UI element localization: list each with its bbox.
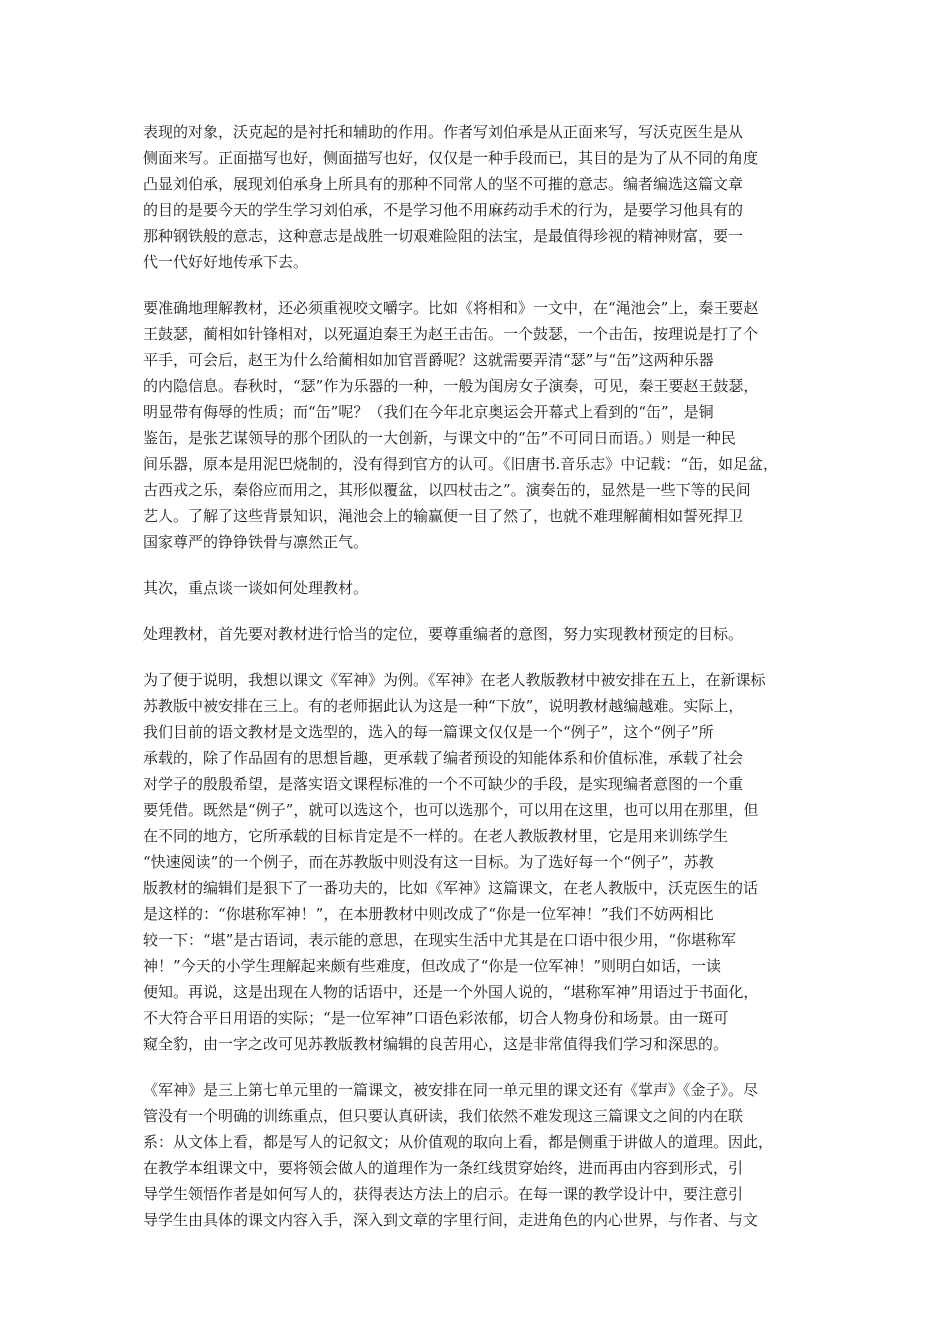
paragraph-next-topic: 其次，重点谈一谈如何处理教材。 <box>143 579 369 597</box>
paragraph-wording: 要准确地理解教材，还必须重视咬文嚼字。比如《将相和》一文中，在“渑池会”上，秦王要赵 王鼓瑟，蔺相如针锋相对，以死逼迫秦王为赵王击缶。一个鼓瑟，一个击缶，按理说是打了个 平手，可会后，赵王为什么给蔺相如加官晋爵呢？这就需要弄清“瑟”与“缶”这两种乐器 的内隐信息。春秋时，“瑟”作为乐器的一种，一般为闺房女子演奏，可见，秦王要赵王鼓瑟， 明显带有侮辱的性质；而“缶”呢？（我们在今年北京奥运会开幕式上看到的“缶”，是铜 鉴缶，是张艺谋领导的那个团队的一大创新，与课文中的“缶”不可同日而语。）则是一种民 间乐器，原本是用泥巴烧制的，没有得到官方的认可。《旧唐书.音乐志》中记载：“缶，如足盆， 古西戎之乐，秦俗应而用之，其形似覆盆，以四杖击之”。演奏缶的，显然是一些下等的民间 艺人。了解了这些背景知识，渑池会上的输赢便一目了然了，也就不难理解蔺相如誓死捍卫 国家尊严的铮铮铁骨与凛然正气。 <box>143 299 778 551</box>
paragraph-analysis: 表现的对象，沃克起的是衬托和辅助的作用。作者写刘伯承是从正面来写，写沃克医生是从 侧面来写。正面描写也好，侧面描写也好，仅仅是一种手段而已，其目的是为了从不同的角度 凸显刘伯承，展现刘伯承身上所具有的那种不同常人的坚不可摧的意志。编者编选这篇文章 的目的是要今天的学生学习刘伯承，不是学习他不用麻药动手术的行为，是要学习他具有的 那种钢铁般的意志，这种意志是战胜一切艰难险阻的法宝，是最值得珍视的精神财富，要一 代一代好好地传承下去。 <box>143 123 759 271</box>
paragraph-positioning: 处理教材，首先要对教材进行恰当的定位，要尊重编者的意图，努力实现教材预定的目标。 <box>143 625 744 643</box>
paragraph-unit: 《军神》是三上第七单元里的一篇课文，被安排在同一单元里的课文还有《掌声》《金子》。尽 管没有一个明确的训练重点，但只要认真研读，我们依然不难发现这三篇课文之间的内在联 系：从文体上看，都是写人的记叙文；从价值观的取向上看，都是侧重于讲做人的道理。因此， 在教学本组课文中，要将领会做人的道理作为一条红线贯穿始终，进而再由内容到形式，引 导学生领悟作者是如何写人的，获得表达方法上的启示。在每一课的教学设计中，要注意引 导学生由具体的课文内容入手，深入到文章的字里行间，走进角色的内心世界，与作者、与文 <box>143 1081 774 1229</box>
paragraph-example: 为了便于说明，我想以课文《军神》为例。《军神》在老人教版教材中被安排在五上，在新课标 苏教版中被安排在三上。有的老师据此认为这是一种“下放”，说明教材越编越难。实际上， 我们目前的语文教材是文选型的，选入的每一篇课文仅仅是一个“例子”，这个“例子”所 承载的，除了作品固有的思想旨趣，更承载了编者预设的知能体系和价值标准，承载了社会 对学子的殷殷希望，是落实语文课程标准的一个不可缺少的手段，是实现编者意图的一个重 要凭借。既然是“例子”，就可以选这个，也可以选那个，可以用在这里，也可以用在那里，但 在不同的地方，它所承载的目标肯定是不一样的。在老人教版教材里，它是用来训练学生 “快速阅读”的一个例子，而在苏教版中则没有这一目标。为了选好每一个“例子”，苏教 版教材的编辑们是狠下了一番功夫的，比如《军神》这篇课文，在老人教版中，沃克医生的话 是这样的：“你堪称军神！”，在本册教材中则改成了“你是一位军神！”我们不妨两相比 较一下：“堪”是古语词，表示能的意思，在现实生活中尤其是在口语中很少用，“你堪称军 神！”今天的小学生理解起来颇有些难度，但改成了“你是一位军神！”则明白如话，一读 便知。再说，这是出现在人物的话语中，还是一个外国人说的，“堪称军神”用语过于书面化， 不大符合平日用语的实际；“是一位军神”口语色彩浓郁，切合人物身份和场景。由一斑可 窥全豹，由一字之改可见苏教版教材编辑的良苦用心，这是非常值得我们学习和深思的。 <box>143 671 766 1053</box>
document-body <box>143 119 809 1253</box>
